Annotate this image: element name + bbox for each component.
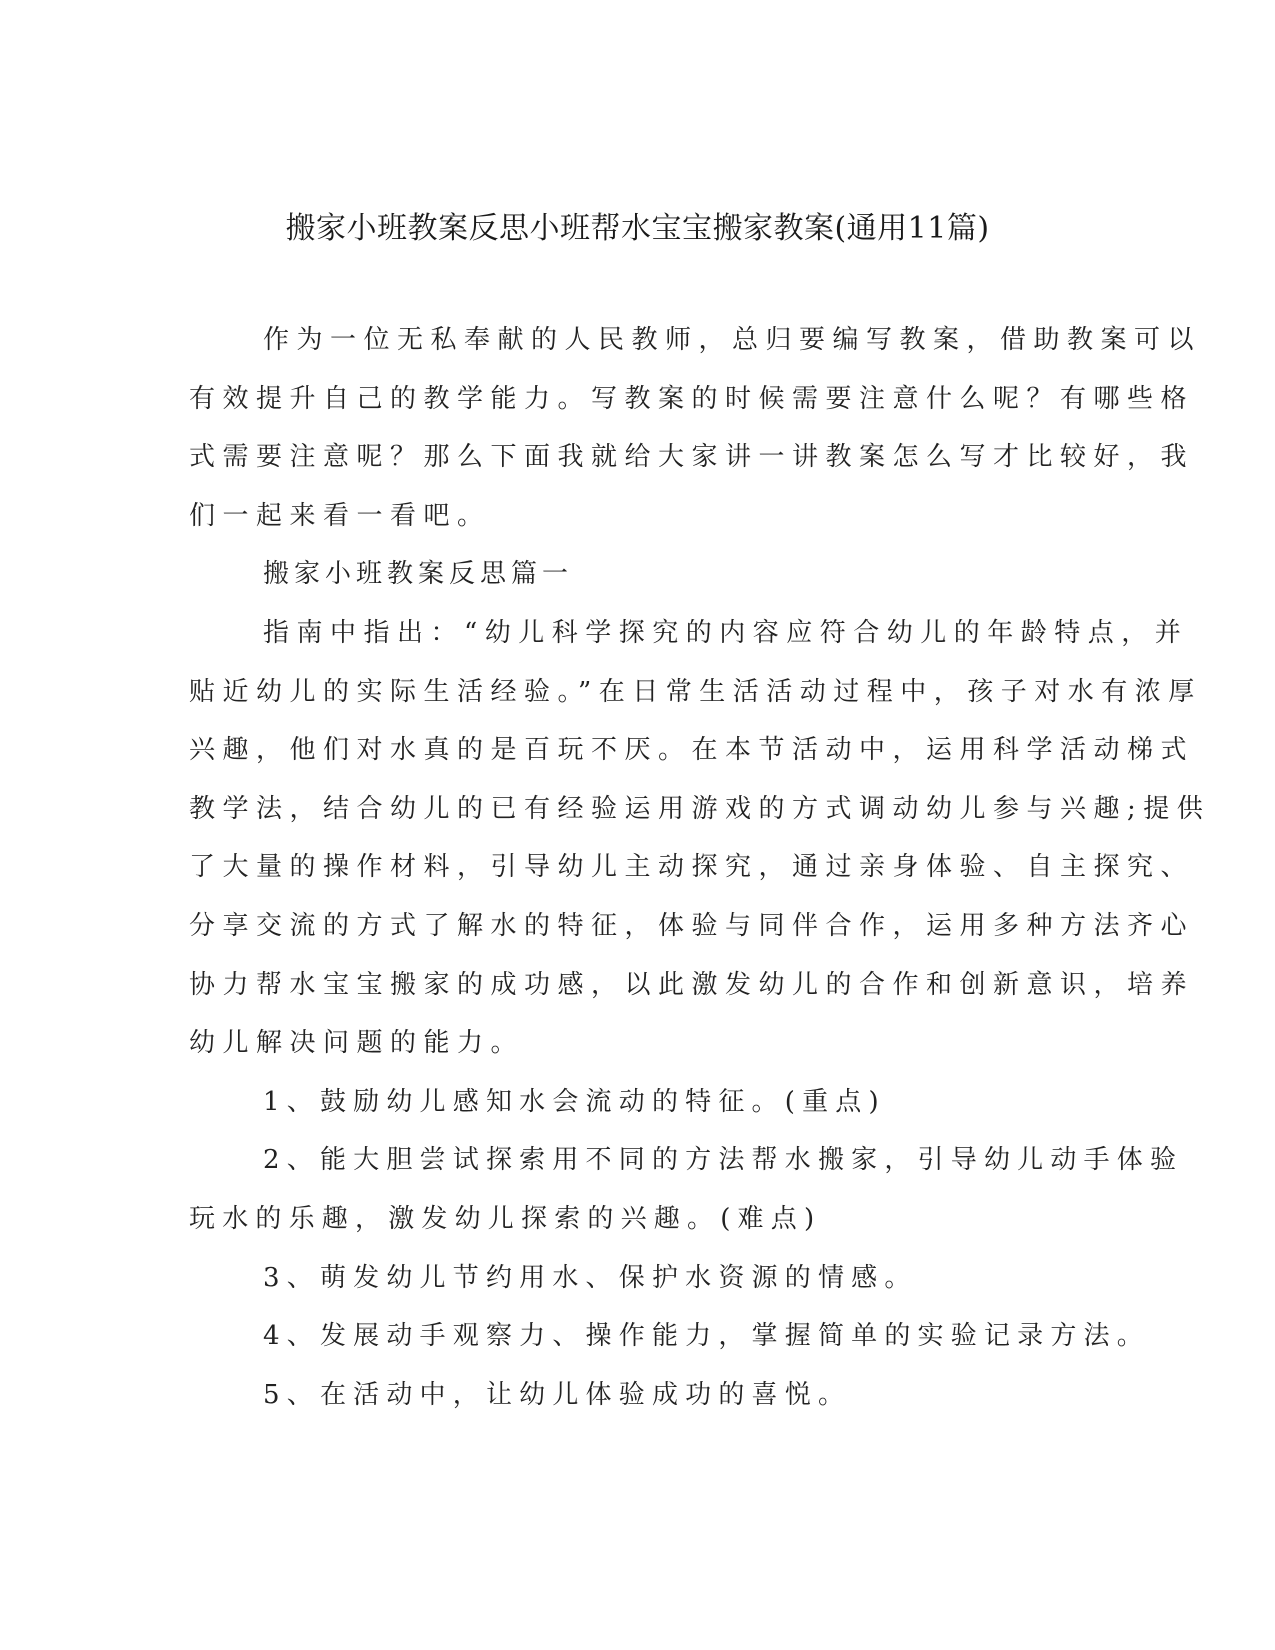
body-line-2: 贴近幼儿的实际生活经验。”在日常生活活动过程中，孩子对水有浓厚: [189, 677, 1202, 707]
body-line-5: 了大量的操作材料，引导幼儿主动探究，通过亲身体验、自主探究、: [189, 852, 1195, 882]
intro-line-4: 们一起来看一看吧。: [189, 501, 491, 531]
body-line-7: 协力帮水宝宝搬家的成功感，以此激发幼儿的合作和创新意识，培养: [189, 970, 1195, 1000]
body-line-1: 指南中指出：“幼儿科学探究的内容应符合幼儿的年龄特点，并: [263, 618, 1189, 648]
intro-line-3: 式需要注意呢？那么下面我就给大家讲一讲教案怎么写才比较好，我: [189, 442, 1195, 472]
goal-line-2: 2、能大胆尝试探索用不同的方法帮水搬家，引导幼儿动手体验: [263, 1145, 1184, 1175]
section-heading: 搬家小班教案反思篇一: [263, 559, 574, 589]
goal-line-2-cont: 玩水的乐趣，激发幼儿探索的兴趣。(难点): [189, 1204, 822, 1234]
document-title: 搬家小班教案反思小班帮水宝宝搬家教案(通用11篇): [285, 211, 990, 246]
body-line-4: 教学法，结合幼儿的已有经验运用游戏的方式调动幼儿参与兴趣;提供: [189, 794, 1211, 824]
goal-line-5: 5、在活动中，让幼儿体验成功的喜悦。: [263, 1380, 852, 1410]
body-line-3: 兴趣，他们对水真的是百玩不厌。在本节活动中，运用科学活动梯式: [189, 735, 1195, 765]
goal-line-1: 1、鼓励幼儿感知水会流动的特征。(重点): [263, 1087, 886, 1117]
body-line-8: 幼儿解决问题的能力。: [189, 1028, 525, 1058]
goal-line-3: 3、萌发幼儿节约用水、保护水资源的情感。: [263, 1263, 918, 1293]
intro-line-1: 作为一位无私奉献的人民教师，总归要编写教案，借助教案可以: [263, 325, 1202, 355]
body-line-6: 分享交流的方式了解水的特征，体验与同伴合作，运用多种方法齐心: [189, 911, 1195, 941]
intro-line-2: 有效提升自己的教学能力。写教案的时候需要注意什么呢？有哪些格: [189, 384, 1195, 414]
goal-line-4: 4、发展动手观察力、操作能力，掌握简单的实验记录方法。: [263, 1321, 1150, 1351]
